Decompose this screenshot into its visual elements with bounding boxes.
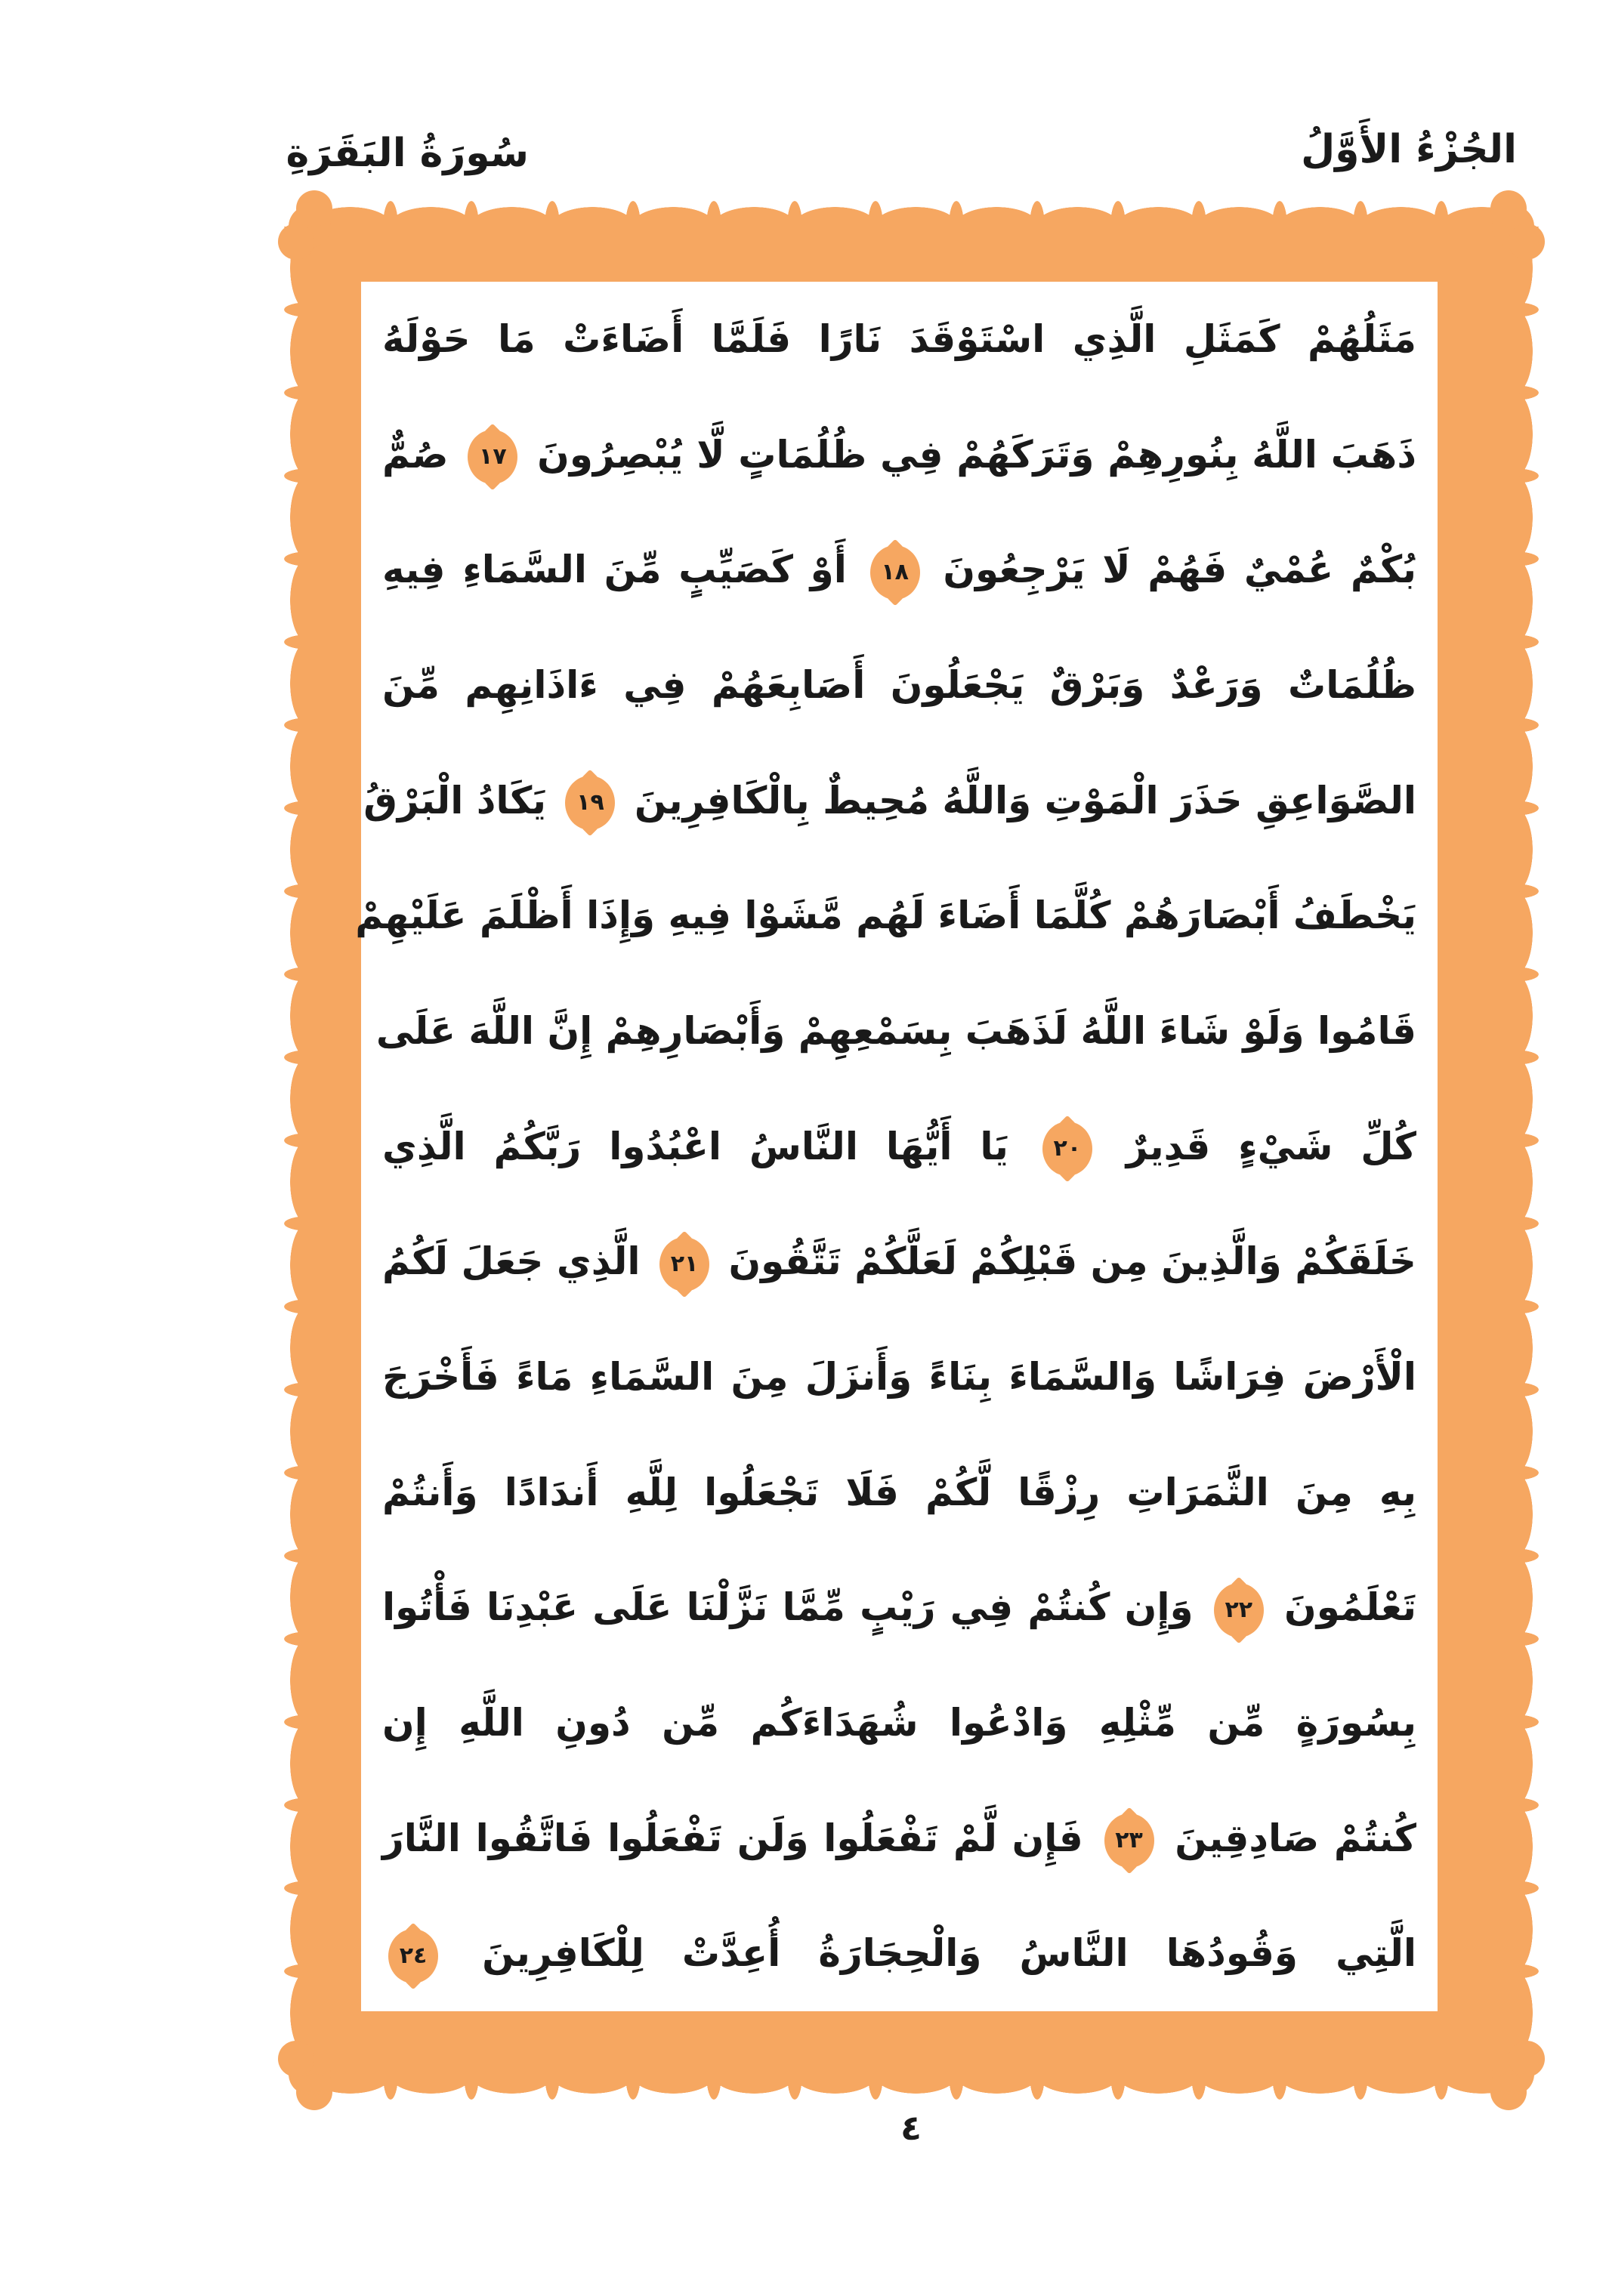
quran-text-segment: بِهِ مِنَ الثَّمَرَاتِ رِزْقًا لَّكُمْ فَلَا تَجْعَلُوا لِلَّهِ أَندَادًا وَأَنتُمْ [382, 1470, 1416, 1514]
quran-line [375, 974, 1416, 1089]
verse-number-marker [1104, 1813, 1154, 1868]
quran-text-segment: الْأَرْضَ فِرَاشًا وَالسَّمَاءَ بِنَاءً وَأَنزَلَ مِنَ السَّمَاءِ مَاءً فَأَخْرَجَ [382, 1355, 1416, 1400]
quran-text-segment: ذَهَبَ اللَّهُ بِنُورِهِمْ وَتَرَكَهُمْ فِي ظُلُمَاتٍ لَّا يُبْصِرُونَ [537, 432, 1416, 477]
verse-number: ١٨ [881, 558, 909, 585]
quran-text-area [355, 282, 1438, 2011]
quran-text-segment: يَخْطَفُ أَبْصَارَهُمْ كُلَّمَا أَضَاءَ لَهُم مَّشَوْا فِيهِ وَإِذَا أَظْلَمَ عَلَيْهِمْ [355, 893, 1416, 938]
quran-text-segment: صُمٌّ [382, 432, 449, 477]
verse-number: ٢٢ [1225, 1596, 1253, 1623]
quran-text-segment: أَوْ كَصَيِّبٍ مِّنَ السَّمَاءِ فِيهِ [382, 548, 847, 592]
verse-number: ٢٠ [1053, 1135, 1082, 1162]
quran-text-segment: فَإِن لَّمْ تَفْعَلُوا وَلَن تَفْعَلُوا فَاتَّقُوا النَّارَ [382, 1816, 1083, 1860]
quran-text-segment: كُلِّ شَيْءٍ قَدِيرٌ [1126, 1124, 1416, 1168]
quran-text-segment: تَعْلَمُونَ [1284, 1585, 1416, 1630]
quran-text-segment: وَإِن كُنتُمْ فِي رَيْبٍ مِّمَّا نَزَّلْنَا عَلَى عَبْدِنَا فَأْتُوا [382, 1585, 1194, 1630]
quran-line [382, 512, 1416, 628]
quran-line [382, 397, 1416, 513]
quran-line [382, 282, 1416, 397]
verse-number-marker [1214, 1583, 1264, 1637]
quran-line [382, 1204, 1416, 1319]
quran-line [382, 1089, 1416, 1205]
verse-number-marker [468, 430, 517, 484]
quran-line [382, 1665, 1416, 1781]
verse-number-marker [659, 1237, 709, 1292]
quran-text-segment: خَلَقَكُمْ وَالَّذِينَ مِن قَبْلِكُمْ لَعَلَّكُمْ تَتَّقُونَ [728, 1239, 1416, 1284]
verse-number: ٢١ [670, 1250, 699, 1277]
quran-text-segment: الَّتِي وَقُودُهَا النَّاسُ وَالْحِجَارَةُ أُعِدَّتْ لِلْكَافِرِينَ [482, 1931, 1416, 1976]
quran-text-segment: يَكَادُ الْبَرْقُ [363, 778, 547, 822]
quran-line [382, 1896, 1416, 2011]
quran-text-segment: بُكْمٌ عُمْيٌ فَهُمْ لَا يَرْجِعُونَ [943, 548, 1416, 592]
quran-line [355, 858, 1416, 974]
juz-title: الجُزْءُ الأَوَّلُ [1301, 127, 1517, 172]
verse-number-marker [1042, 1122, 1092, 1176]
verse-number-marker [388, 1929, 438, 1983]
quran-text-segment: الصَّوَاعِقِ حَذَرَ الْمَوْتِ وَاللَّهُ مُحِيطٌ بِالْكَافِرِينَ [634, 778, 1416, 822]
frame-corner-ornament [278, 224, 314, 260]
quran-text-segment: مَثَلُهُمْ كَمَثَلِ الَّذِي اسْتَوْقَدَ نَارًا فَلَمَّا أَضَاءَتْ مَا حَوْلَهُ [382, 317, 1416, 361]
quran-line [382, 1319, 1416, 1435]
frame-corner-ornament [1509, 2041, 1545, 2077]
quran-line [382, 1435, 1416, 1551]
quran-text-segment: قَامُوا وَلَوْ شَاءَ اللَّهُ لَذَهَبَ بِسَمْعِهِمْ وَأَبْصَارِهِمْ إِنَّ اللَّهَ عَلَى [375, 1009, 1416, 1054]
page-number: ٤ [900, 2107, 922, 2148]
frame-corner-ornament [1490, 190, 1527, 227]
surah-title: سُورَةُ البَقَرَةِ [286, 131, 529, 176]
quran-line [382, 1550, 1416, 1665]
frame-scallop-top [310, 193, 1513, 227]
verse-number-marker [870, 545, 920, 600]
verse-number: ٢٣ [1115, 1827, 1143, 1854]
frame-corner-ornament [296, 190, 332, 227]
quran-line [382, 628, 1416, 743]
frame-corner-ornament [1509, 224, 1545, 260]
verse-number: ٢٤ [399, 1942, 428, 1969]
quran-text-segment: يَا أَيُّهَا النَّاسُ اعْبُدُوا رَبَّكُمُ الَّذِي [382, 1124, 1008, 1168]
verse-number-marker [565, 776, 615, 830]
quran-text-segment: بِسُورَةٍ مِّن مِّثْلِهِ وَادْعُوا شُهَدَاءَكُم مِّن دُونِ اللَّهِ إِن [382, 1701, 1416, 1745]
frame-corner-ornament [296, 2074, 332, 2110]
quran-text-segment: الَّذِي جَعَلَ لَكُمُ [382, 1239, 641, 1284]
frame-corner-ornament [278, 2041, 314, 2077]
frame-scallop-bottom [310, 2074, 1513, 2107]
verse-number: ١٩ [576, 789, 604, 816]
frame-corner-ornament [1490, 2074, 1527, 2110]
quran-text-segment: ظُلُمَاتٌ وَرَعْدٌ وَبَرْقٌ يَجْعَلُونَ أَصَابِعَهُمْ فِي ءَاذَانِهِم مِّنَ [382, 663, 1416, 708]
quran-line [382, 1781, 1416, 1896]
frame-scallop-right [1513, 227, 1539, 2074]
verse-number: ١٧ [479, 443, 507, 471]
frame-scallop-left [284, 227, 310, 2074]
quran-text-segment: كُنتُمْ صَادِقِينَ [1175, 1816, 1416, 1860]
quran-line [363, 743, 1416, 859]
